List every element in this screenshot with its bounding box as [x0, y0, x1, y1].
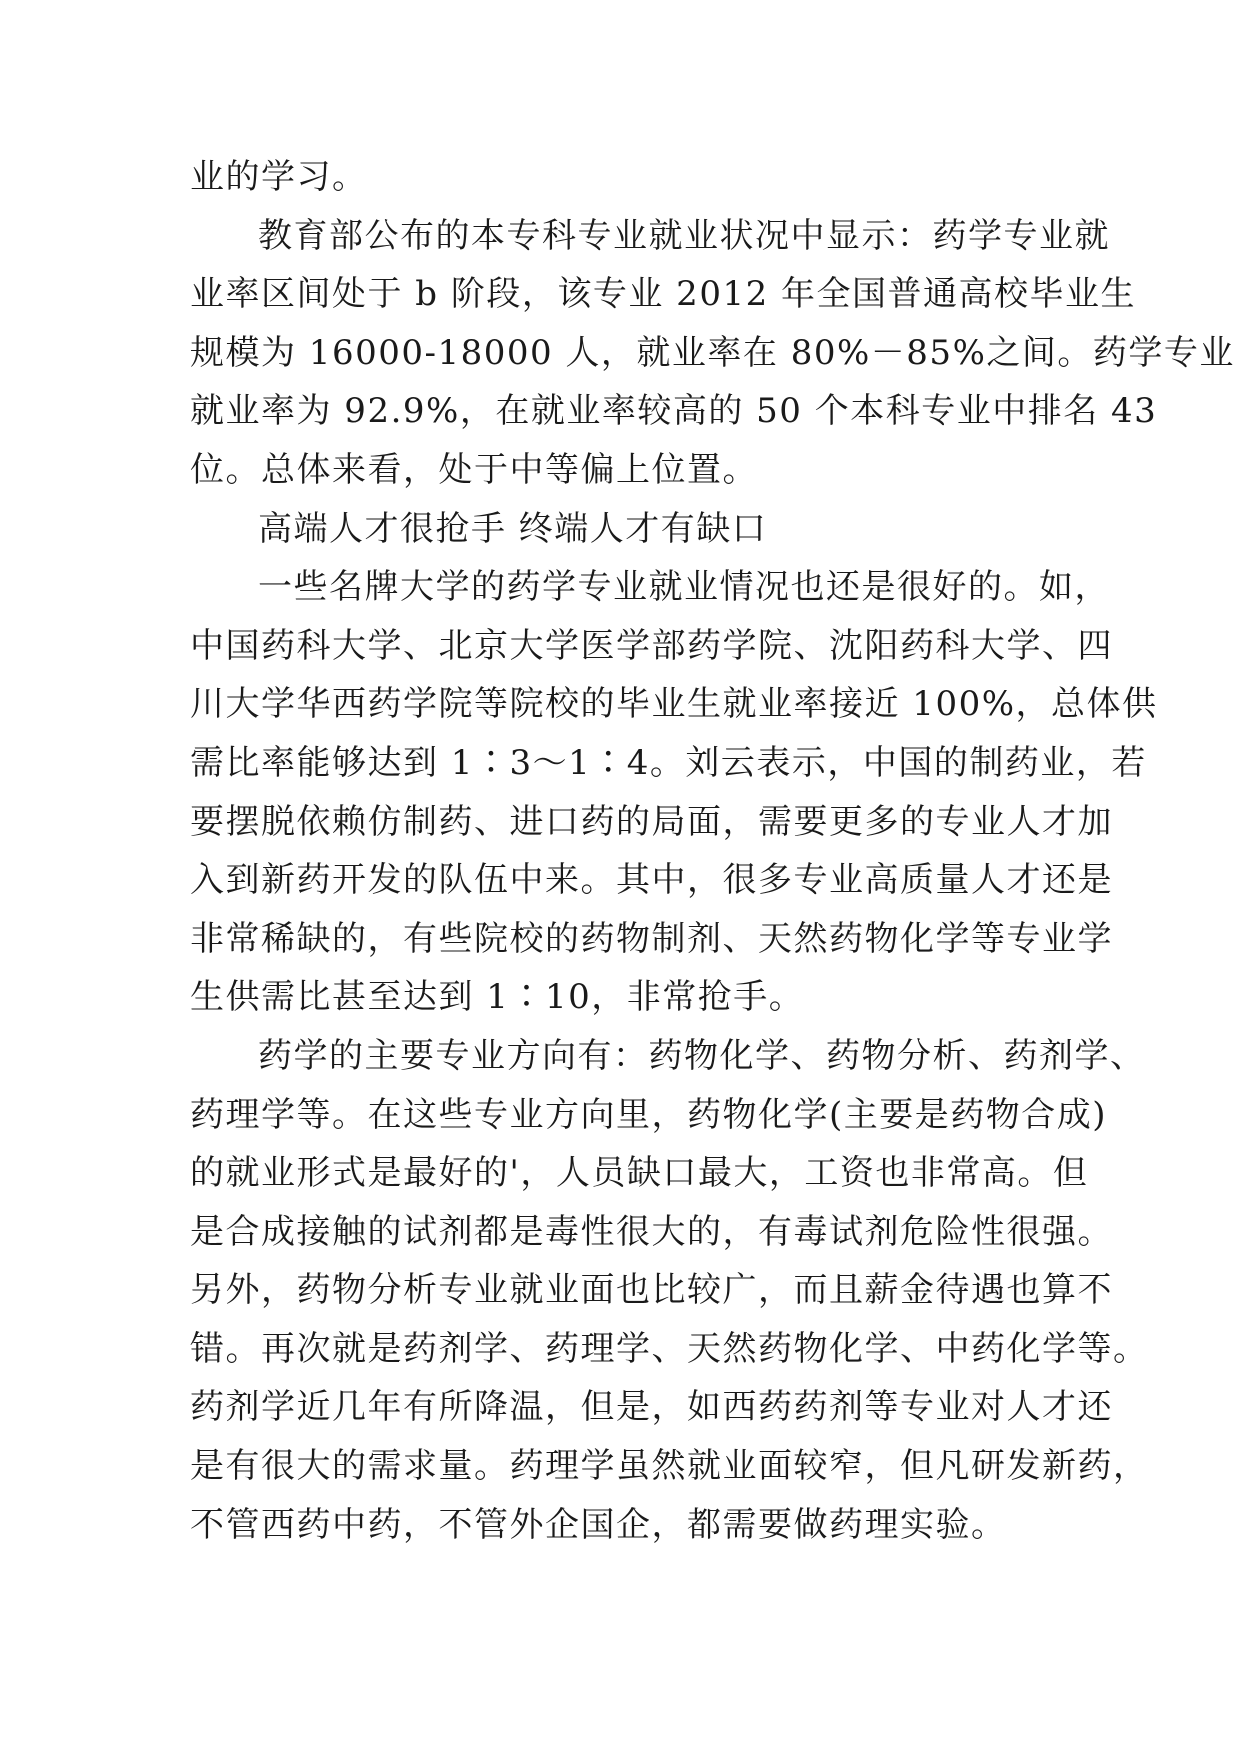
- text-line-19: 是合成接触的试剂都是毒性很大的，有毒试剂危险性很强。: [190, 1211, 1113, 1252]
- text-line-10: 川大学华西药学院等院校的毕业生就业率接近 100%，总体供: [190, 684, 1158, 725]
- text-line-8: 一些名牌大学的药学专业就业情况也还是很好的。如，: [258, 567, 1110, 608]
- section-heading: 高端人才很抢手 终端人才有缺口: [258, 508, 768, 549]
- text-line-21: 错。再次就是药剂学、药理学、天然药物化学、中药化学等。: [190, 1328, 1149, 1369]
- text-line-9: 中国药科大学、北京大学医学部药学院、沈阳药科大学、四: [190, 625, 1113, 666]
- text-line-4: 规模为 16000-18000 人，就业率在 80%－85%之间。药学专业: [190, 332, 1235, 373]
- text-line-6: 位。总体来看，处于中等偏上位置。: [190, 449, 758, 490]
- text-line-13: 入到新药开发的队伍中来。其中，很多专业高质量人才还是: [190, 860, 1113, 901]
- text-line-22: 药剂学近几年有所降温，但是，如西药药剂等专业对人才还: [190, 1387, 1113, 1428]
- text-line-11: 需比率能够达到 1∶3～1∶4。刘云表示，中国的制药业，若: [190, 742, 1147, 783]
- text-line-14: 非常稀缺的，有些院校的药物制剂、天然药物化学等专业学: [190, 918, 1113, 959]
- text-line-5: 就业率为 92.9%，在就业率较高的 50 个本科专业中排名 43: [190, 391, 1158, 432]
- text-line-16: 药学的主要专业方向有：药物化学、药物分析、药剂学、: [258, 1035, 1146, 1076]
- text-line-3: 业率区间处于 b 阶段，该专业 2012 年全国普通高校毕业生: [190, 274, 1137, 315]
- text-line-17: 药理学等。在这些专业方向里，药物化学(主要是药物合成): [190, 1094, 1108, 1135]
- text-line-12: 要摆脱依赖仿制药、进口药的局面，需要更多的专业人才加: [190, 801, 1113, 842]
- text-line-23: 是有很大的需求量。药理学虽然就业面较窄，但凡研发新药，: [190, 1446, 1149, 1487]
- text-line-15: 生供需比甚至达到 1∶10，非常抢手。: [190, 977, 805, 1018]
- text-line-2: 教育部公布的本专科专业就业状况中显示：药学专业就: [258, 215, 1110, 256]
- text-line-1: 业的学习。: [190, 157, 368, 197]
- text-line-20: 另外，药物分析专业就业面也比较广，而且薪金待遇也算不: [190, 1270, 1113, 1311]
- text-line-18: 的就业形式是最好的'，人员缺口最大，工资也非常高。但: [190, 1153, 1089, 1194]
- body-text: [190, 148, 1235, 1554]
- text-line-24: 不管西药中药，不管外企国企，都需要做药理实验。: [190, 1504, 1007, 1545]
